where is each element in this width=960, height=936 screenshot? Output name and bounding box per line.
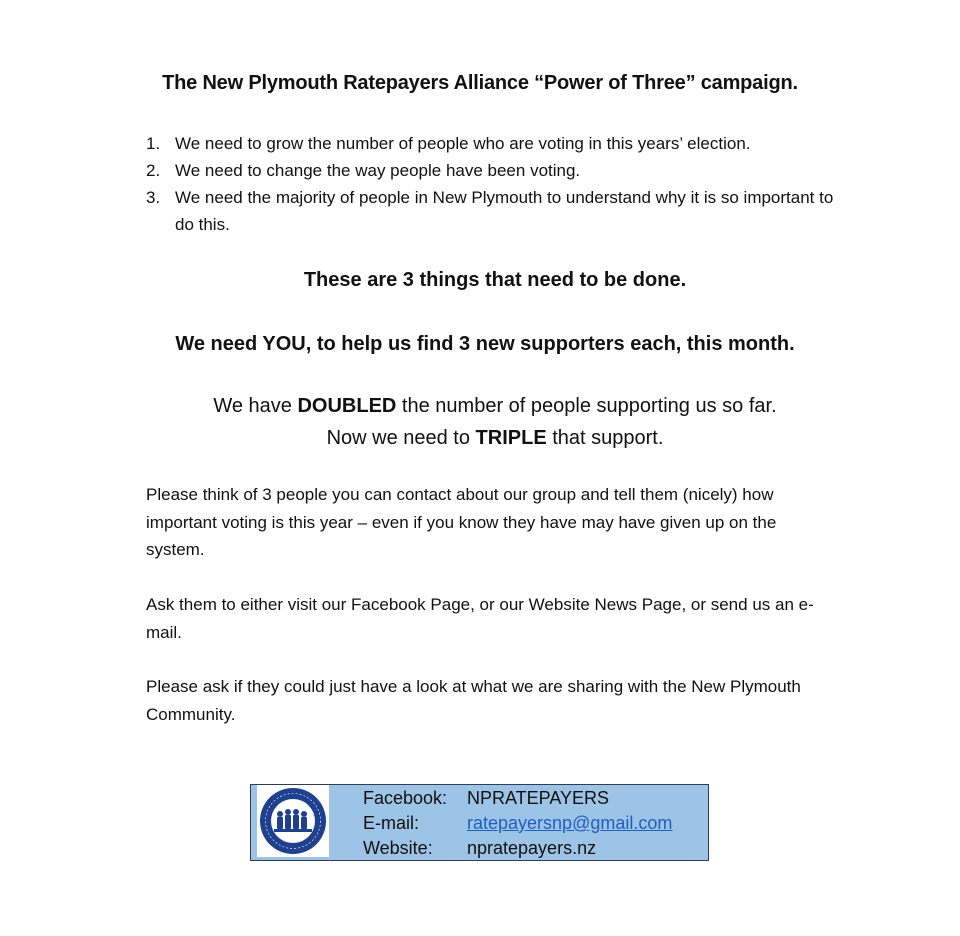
alliance-logo-icon	[258, 786, 328, 856]
paragraph-contact-people: Please think of 3 people you can contact about our group and tell them (nicely) how important voting is this year – even if you know they have may have given up on the system.	[146, 485, 777, 559]
email-link[interactable]: ratepayersnp@gmail.com	[467, 813, 673, 833]
email-row	[363, 811, 672, 836]
triple-line	[0, 422, 960, 454]
website-label: Website:	[363, 838, 433, 858]
heading-three-things: These are 3 things that need to be done.	[303, 269, 687, 291]
doubled-post: the number of people supporting us so far.	[396, 395, 777, 417]
doubled-pre: We have	[213, 395, 298, 417]
facebook-label: Facebook:	[363, 788, 448, 808]
facebook-row	[363, 786, 672, 811]
list-item	[146, 184, 846, 238]
website-row	[363, 836, 672, 861]
contact-box	[250, 784, 709, 861]
list-number: 1.	[146, 134, 161, 153]
page-title: The New Plymouth Ratepayers Alliance “Power of Three” campaign.	[162, 72, 798, 94]
alliance-logo	[257, 785, 329, 857]
email-label: E-mail:	[363, 813, 420, 833]
list-text: We need to grow the number of people who are voting in this years’ election.	[175, 134, 751, 153]
triple-pre: Now we need to	[326, 427, 476, 449]
list-number: 3.	[146, 188, 161, 207]
facebook-value: NPRATEPAYERS	[467, 788, 610, 808]
contact-info	[363, 786, 672, 861]
campaign-goals-list	[146, 130, 846, 238]
list-item	[146, 157, 846, 184]
triple-post: that support.	[546, 427, 664, 449]
list-item	[146, 130, 846, 157]
doubled-line	[0, 390, 960, 422]
paragraph-visit-pages: Ask them to either visit our Facebook Page, or our Website News Page, or send us an e-mail.	[146, 595, 814, 642]
heading-need-you: We need YOU, to help us find 3 new supporters each, this month.	[175, 333, 795, 355]
triple-emphasis: TRIPLE	[475, 427, 547, 449]
paragraph-ask-look: Please ask if they could just have a look at what we are sharing with the New Plymouth Community.	[146, 677, 801, 724]
list-text: We need to change the way people have been voting.	[175, 161, 581, 180]
website-value: npratepayers.nz	[467, 838, 597, 858]
doubled-emphasis: DOUBLED	[297, 395, 397, 417]
list-text: We need the majority of people in New Plymouth to understand why it is so important to do this.	[175, 188, 834, 234]
list-number: 2.	[146, 161, 161, 180]
